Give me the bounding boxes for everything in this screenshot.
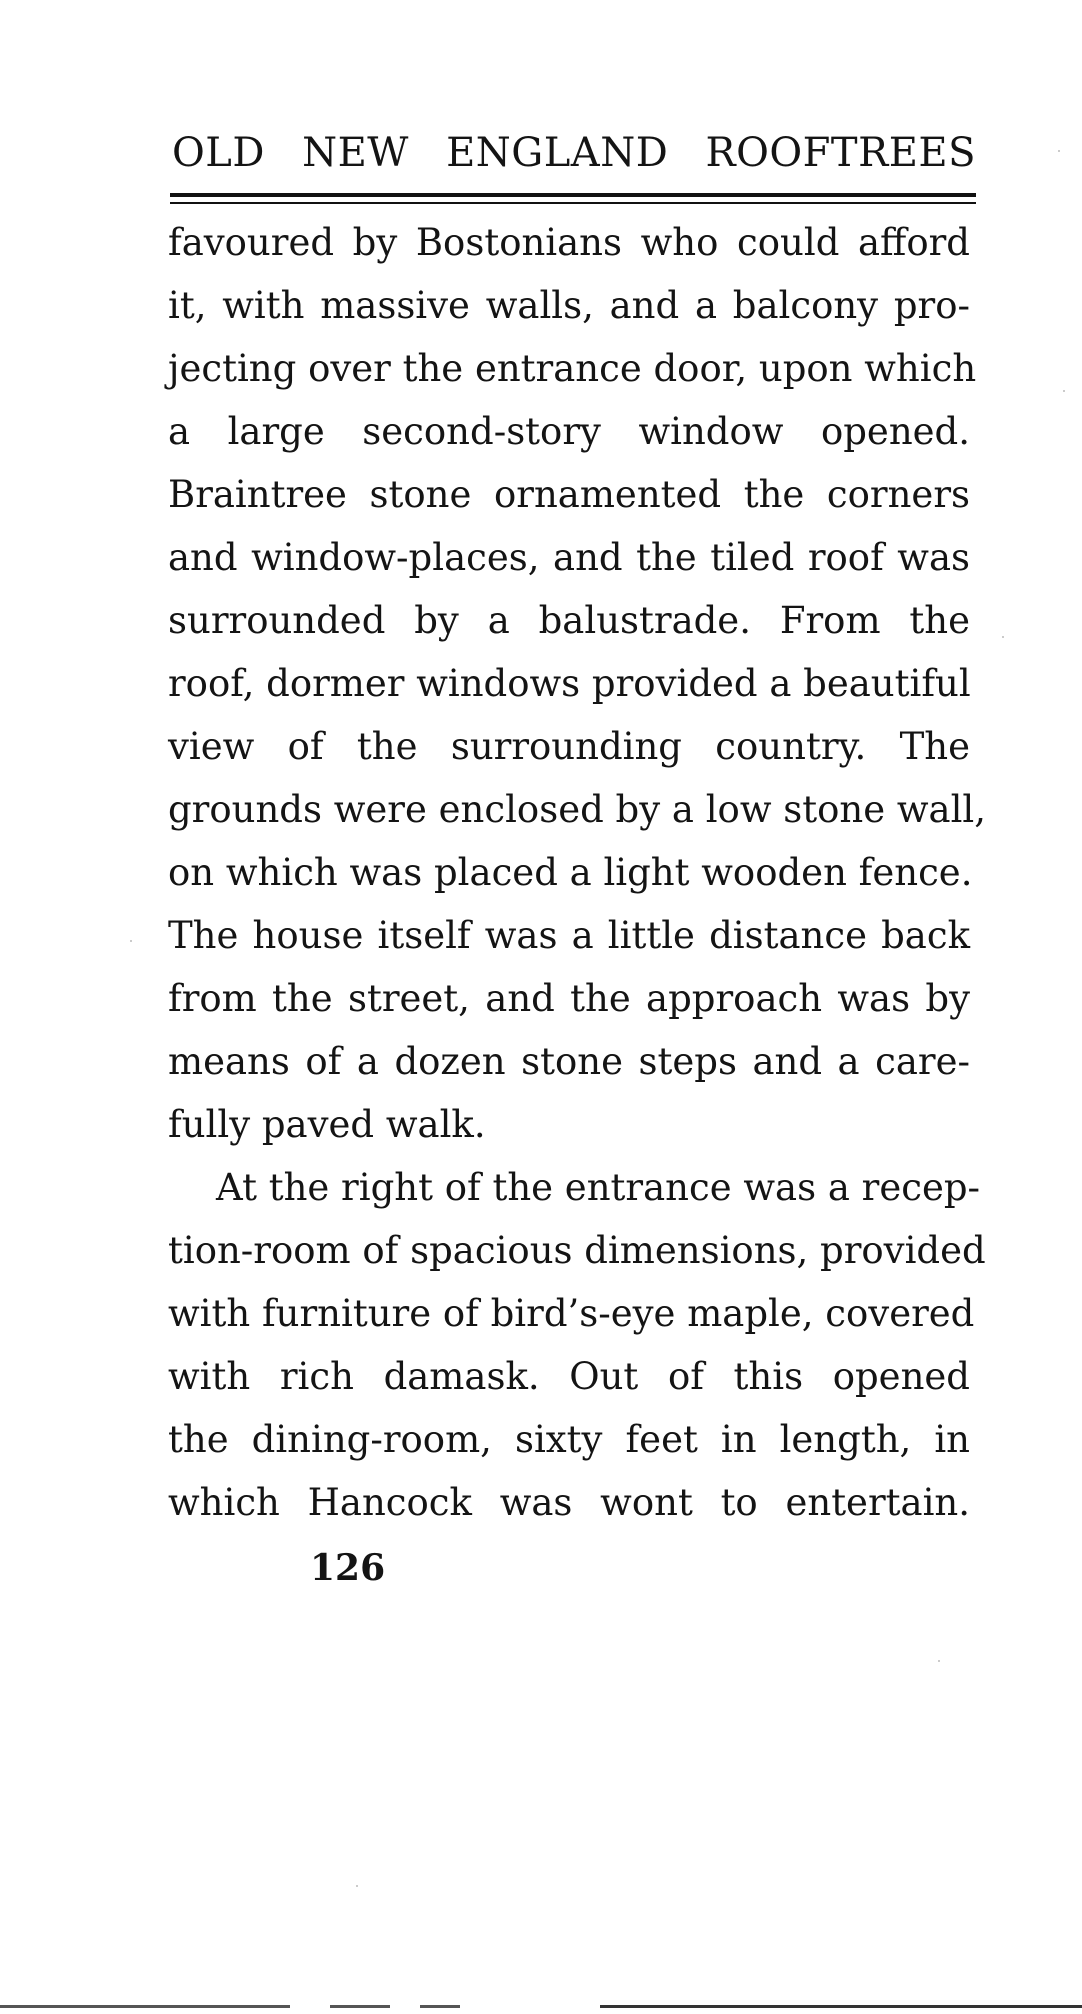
text-line: and window-places, and the tiled roof was	[168, 536, 970, 579]
text-line: a large second-story window opened.	[168, 410, 970, 453]
text-line: it, with massive walls, and a balcony pro-	[168, 284, 970, 327]
text-line: The house itself was a little distance back	[168, 914, 970, 957]
text-line: view of the surrounding country. The	[168, 725, 970, 768]
scan-edge-segment	[420, 2005, 460, 2008]
page-number: 126	[310, 1547, 386, 1589]
scan-bottom-edge	[0, 2005, 1082, 2009]
scan-speck	[1002, 636, 1004, 638]
header-rule-thick	[170, 193, 976, 197]
text-line: with furniture of bird’s-eye maple, covered	[168, 1292, 975, 1335]
text-line: from the street, and the approach was by	[168, 977, 970, 1020]
text-line: on which was placed a light wooden fence.	[168, 851, 973, 894]
text-line: tion-room of spacious dimensions, provided	[168, 1229, 986, 1272]
scan-speck	[130, 940, 132, 942]
text-line: favoured by Bostonians who could afford	[168, 221, 970, 264]
scan-speck	[938, 1660, 940, 1662]
text-line: grounds were enclosed by a low stone wall,	[168, 788, 987, 831]
scan-edge-segment	[600, 2005, 1082, 2008]
text-line: Braintree stone ornamented the corners	[168, 473, 970, 516]
header-rule-thin	[170, 202, 976, 204]
text-line: At the right of the entrance was a recep-	[216, 1166, 981, 1209]
scan-edge-segment	[0, 2005, 290, 2008]
text-line: surrounded by a balustrade. From the	[168, 599, 970, 642]
text-line: fully paved walk.	[168, 1103, 486, 1146]
scan-speck	[356, 1885, 358, 1887]
text-line: with rich damask. Out of this opened	[168, 1355, 970, 1398]
scan-edge-segment	[330, 2005, 390, 2008]
scan-speck	[1063, 390, 1065, 392]
scan-speck	[1058, 150, 1060, 152]
text-line: the dining-room, sixty feet in length, in	[168, 1418, 970, 1461]
text-line: which Hancock was wont to entertain.	[168, 1481, 970, 1524]
text-line: jecting over the entrance door, upon which	[168, 347, 977, 390]
text-line: means of a dozen stone steps and a care-	[168, 1040, 970, 1083]
running-header: OLD NEW ENGLAND ROOFTREES	[172, 130, 976, 176]
text-line: roof, dormer windows provided a beautiful	[168, 662, 971, 705]
